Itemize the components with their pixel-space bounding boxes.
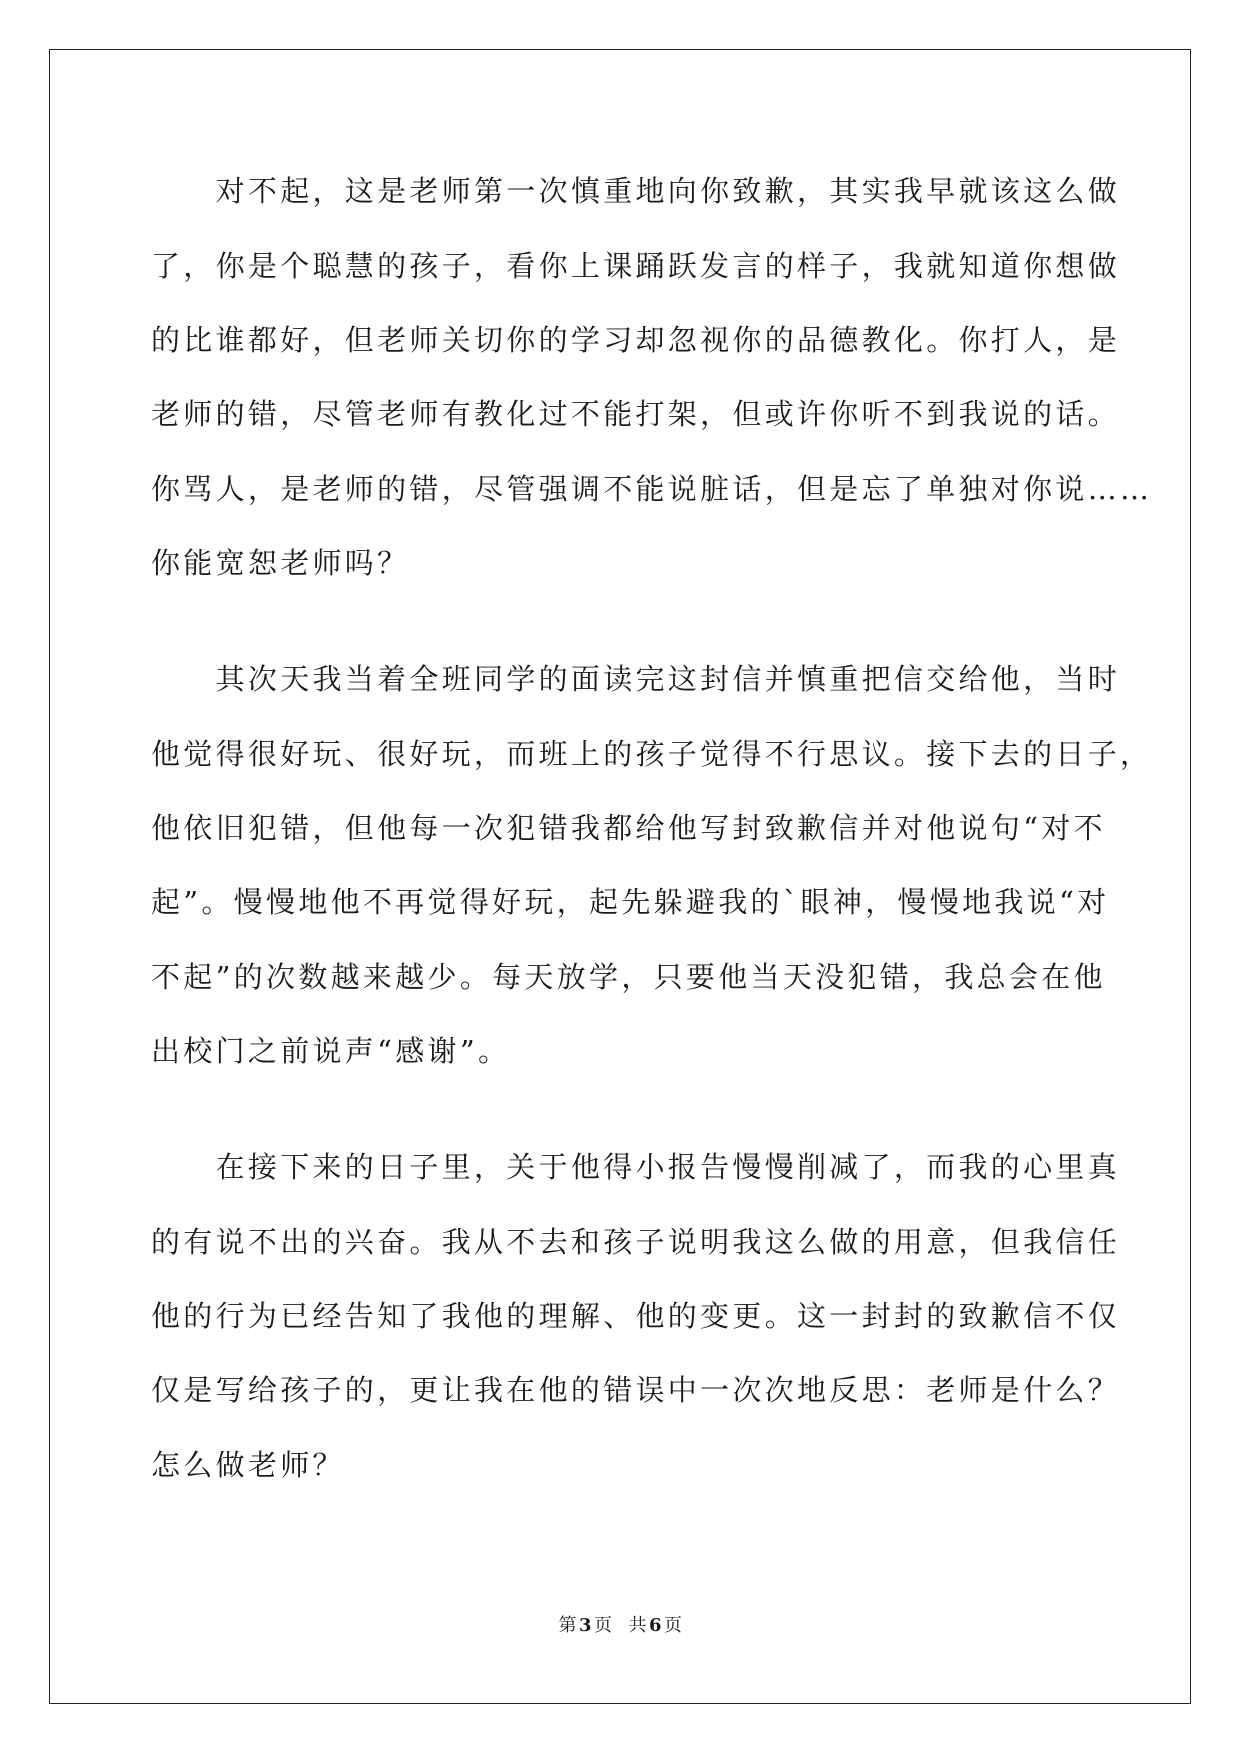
text-line: 不起”的次数越来越少。每天放学，只要他当天没犯错，我总会在他 [151,960,1106,994]
text-line: 起”。慢慢地他不再觉得好玩，起先躲避我的`眼神，慢慢地我说“对 [151,885,1110,919]
total-prefix: 共 [628,1615,647,1636]
text-line: 了，你是个聪慧的孩子，看你上课踊跃发言的样子，我就知道你想做 [151,249,1121,283]
page-unit: 页 [594,1615,613,1636]
total-unit: 页 [664,1615,683,1636]
text-line: 的有说不出的兴奋。我从不去和孩子说明我这么做的用意，但我信任 [151,1225,1121,1259]
page-footer [0,1614,1241,1638]
total-pages: 6 [649,1615,663,1636]
text-line: 他的行为已经告知了我他的理解、他的变更。这一封封的致歉信不仅 [151,1299,1121,1333]
text-line: 仅是写给孩子的，更让我在他的错误中一次次地反思：老师是什么？ [151,1373,1121,1407]
page-number: 3 [578,1615,592,1636]
text-line: 你能宽恕老师吗？ [151,546,410,580]
text-line: 他觉得很好玩、很好玩，而班上的孩子觉得不行思议。接下去的日子， [151,737,1153,771]
text-line: 老师的错，尽管老师有教化过不能打架，但或许你听不到我说的话。 [151,397,1121,431]
text-line: 怎么做老师？ [151,1448,345,1482]
text-line: 在接下来的日子里，关于他得小报告慢慢削减了，而我的心里真 [151,1150,1121,1184]
text-line: 其次天我当着全班同学的面读完这封信并慎重把信交给他，当时 [151,662,1121,696]
text-line: 你骂人，是老师的错，尽管强调不能说脏话，但是忘了单独对你说…… [151,472,1153,506]
page-prefix: 第 [558,1615,577,1636]
text-line: 他依旧犯错，但他每一次犯错我都给他写封致歉信并对他说句“对不 [151,811,1106,845]
text-line: 出校门之前说声“感谢”。 [151,1034,511,1068]
text-line: 的比谁都好，但老师关切你的学习却忽视你的品德教化。你打人，是 [151,323,1121,357]
text-line: 对不起，这是老师第一次慎重地向你致歉，其实我早就该这么做 [151,174,1121,208]
